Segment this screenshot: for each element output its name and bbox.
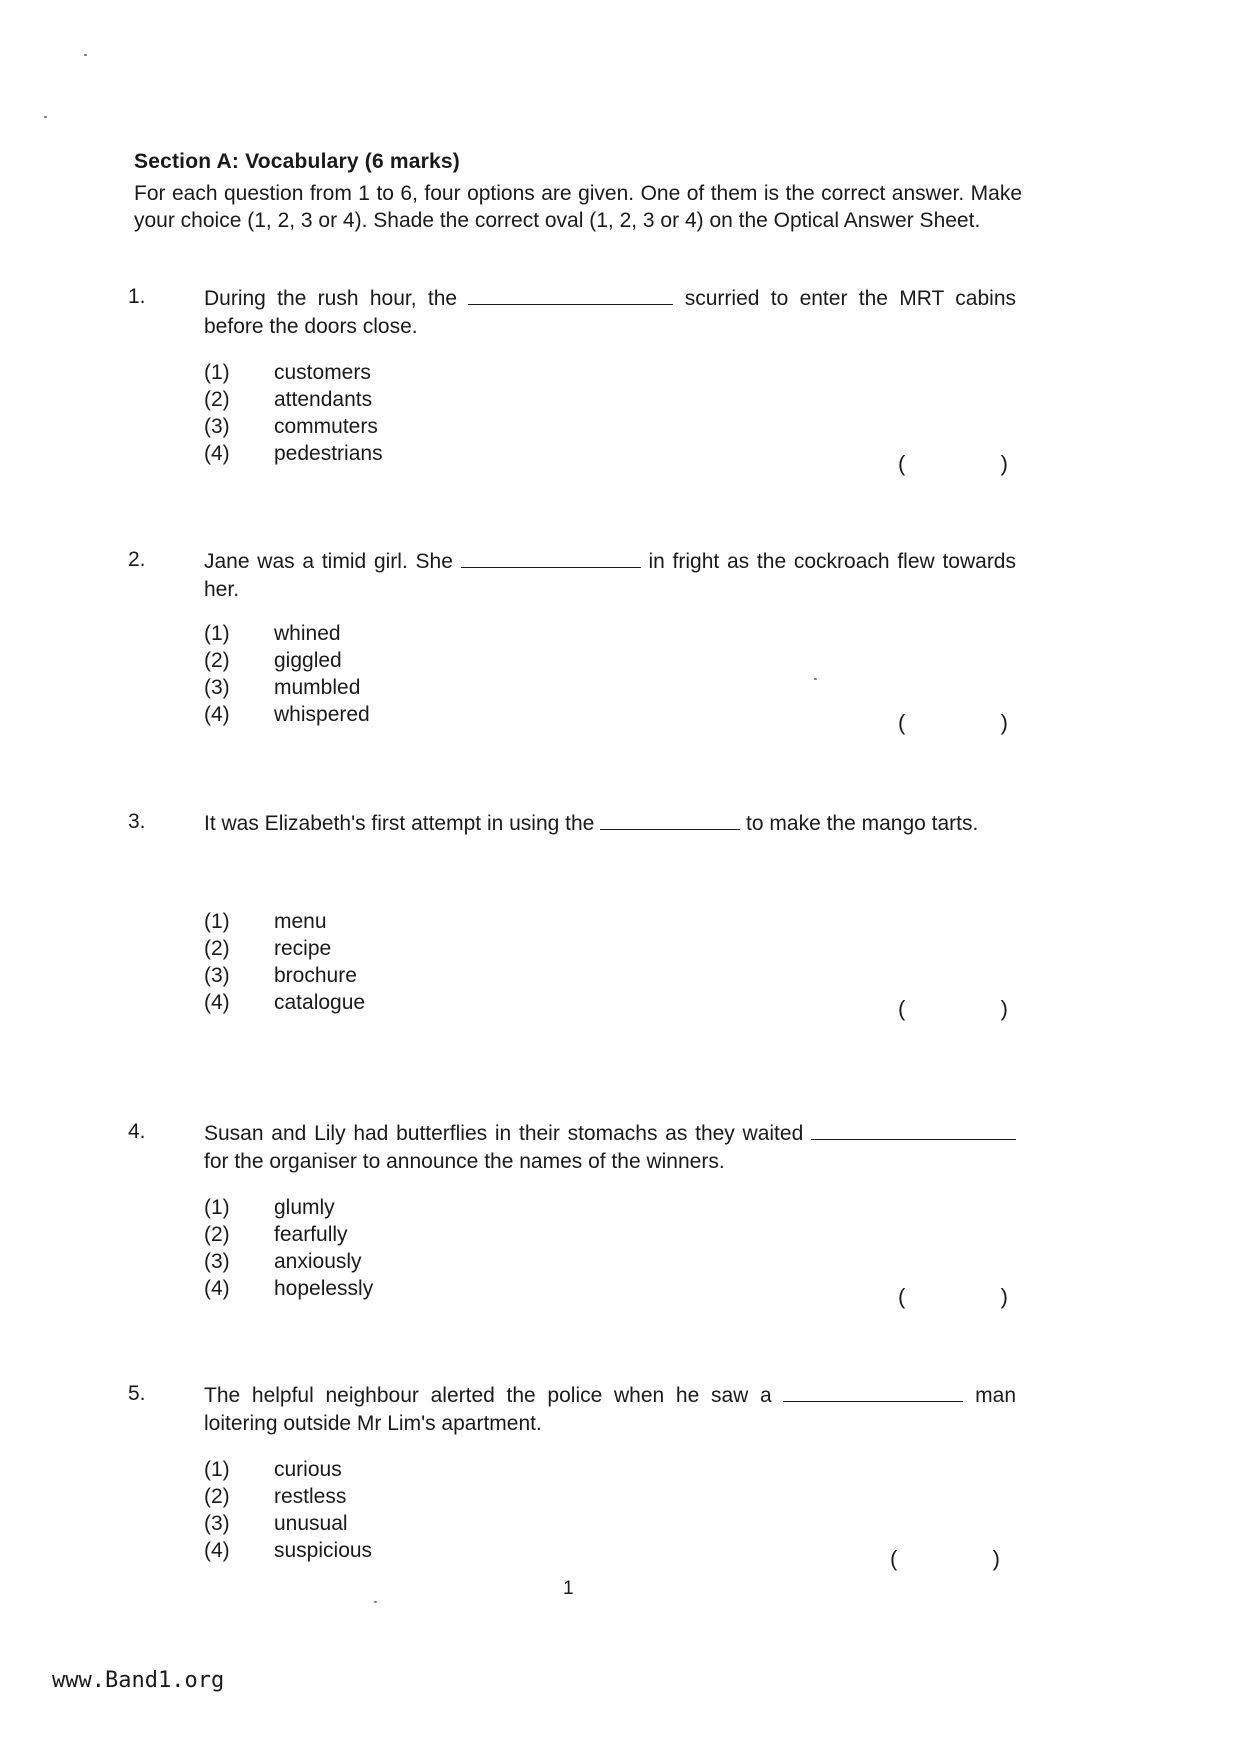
option-text: customers	[274, 361, 371, 384]
answer-blank	[468, 286, 673, 305]
option-text: restless	[274, 1485, 347, 1508]
scan-speck	[44, 116, 47, 118]
option-number: (1)	[204, 1458, 230, 1481]
option-text: whined	[274, 622, 341, 645]
option-list	[204, 1194, 373, 1302]
question-text-after: for the organiser to announce the names of the winners.	[204, 1150, 725, 1173]
option-item	[204, 1510, 372, 1537]
option-number: (1)	[204, 622, 230, 645]
option-item	[204, 1194, 373, 1221]
option-number: (3)	[204, 1250, 230, 1273]
option-text: recipe	[274, 937, 332, 960]
answer-bracket-open: (	[898, 1284, 906, 1309]
option-item	[204, 647, 370, 674]
option-text: glumly	[274, 1196, 335, 1219]
option-item	[204, 440, 383, 467]
answer-bracket	[898, 710, 1008, 736]
answer-bracket-close: )	[992, 1546, 1000, 1571]
question-text-before: The helpful neighbour alerted the police when he saw a	[204, 1384, 772, 1407]
question-number: 5.	[128, 1382, 146, 1405]
answer-bracket-close: )	[1000, 451, 1008, 476]
answer-bracket-open: (	[898, 451, 906, 476]
question-text	[204, 285, 1016, 341]
option-item	[204, 908, 365, 935]
question-text-after: to make the mango tarts.	[746, 812, 979, 835]
section-title: Section A: Vocabulary (6 marks)	[134, 150, 460, 173]
option-item	[204, 989, 365, 1016]
option-item	[204, 1248, 373, 1275]
option-text: unusual	[274, 1512, 348, 1535]
question-text-before: Susan and Lily had butterflies in their stomachs as they waited	[204, 1122, 804, 1145]
question-text-after: scurried to enter the MRT cabins before the doors close.	[204, 287, 1016, 338]
option-item	[204, 1275, 373, 1302]
option-text: suspicious	[274, 1539, 373, 1562]
question-text-before: During the rush hour, the	[204, 287, 458, 310]
option-text: giggled	[274, 649, 342, 672]
footer-url: www.Band1.org	[52, 1668, 225, 1693]
scan-speck	[374, 1601, 377, 1603]
option-item	[204, 674, 370, 701]
option-item	[204, 962, 365, 989]
answer-blank	[811, 1121, 1016, 1140]
option-item	[204, 386, 383, 413]
scan-speck	[84, 54, 87, 56]
answer-bracket	[890, 1546, 1000, 1572]
option-item	[204, 359, 383, 386]
question-text-before: Jane was a timid girl. She	[204, 550, 453, 573]
question-text	[204, 1382, 1016, 1438]
option-number: (1)	[204, 1196, 230, 1219]
option-number: (2)	[204, 649, 230, 672]
option-text: attendants	[274, 388, 373, 411]
answer-bracket-open: (	[898, 710, 906, 735]
question-text-after: in fright as the cockroach flew towards her.	[204, 550, 1016, 601]
answer-blank	[783, 1383, 963, 1402]
option-text: anxiously	[274, 1250, 362, 1273]
question-text-before: It was Elizabeth's first attempt in using the	[204, 812, 595, 835]
option-item	[204, 1537, 372, 1564]
option-text: fearfully	[274, 1223, 348, 1246]
answer-blank	[461, 549, 641, 568]
question-text	[204, 548, 1016, 604]
option-number: (4)	[204, 703, 230, 726]
option-number: (3)	[204, 415, 230, 438]
option-item	[204, 1456, 372, 1483]
option-item	[204, 701, 370, 728]
option-number: (1)	[204, 361, 230, 384]
option-item	[204, 935, 365, 962]
question-number: 3.	[128, 810, 146, 833]
option-text: curious	[274, 1458, 342, 1481]
option-list	[204, 908, 365, 1016]
section-instructions: For each question from 1 to 6, four options are given. One of them is the correct answer. Make your choice (1, 2, 3 or 4). Shade the correct oval (1, 2, 3 or 4) on the Optical Answer Sheet.	[134, 182, 1022, 232]
option-text: hopelessly	[274, 1277, 374, 1300]
answer-bracket	[898, 451, 1008, 477]
question-number: 4.	[128, 1120, 146, 1143]
option-text: catalogue	[274, 991, 366, 1014]
option-list	[204, 359, 383, 467]
option-number: (2)	[204, 1485, 230, 1508]
option-number: (1)	[204, 910, 230, 933]
option-number: (3)	[204, 964, 230, 987]
option-item	[204, 1221, 373, 1248]
option-text: mumbled	[274, 676, 361, 699]
option-text: whispered	[274, 703, 370, 726]
option-number: (3)	[204, 1512, 230, 1535]
option-number: (4)	[204, 1277, 230, 1300]
question-number: 2.	[128, 548, 146, 571]
answer-bracket-close: )	[1000, 1284, 1008, 1309]
option-list	[204, 620, 370, 728]
answer-bracket-close: )	[1000, 710, 1008, 735]
scan-speck	[814, 678, 817, 680]
answer-blank	[600, 811, 740, 830]
page-number: 1	[563, 1578, 574, 1599]
question-text	[204, 810, 1016, 838]
option-number: (3)	[204, 676, 230, 699]
answer-bracket	[898, 996, 1008, 1022]
option-number: (4)	[204, 991, 230, 1014]
question-text-after: man loitering outside Mr Lim's apartment.	[204, 1384, 1016, 1435]
option-text: pedestrians	[274, 442, 383, 465]
answer-bracket-open: (	[898, 996, 906, 1021]
question-number: 1.	[128, 285, 146, 308]
option-number: (2)	[204, 1223, 230, 1246]
option-text: commuters	[274, 415, 378, 438]
option-number: (2)	[204, 937, 230, 960]
answer-bracket-open: (	[890, 1546, 898, 1571]
option-item	[204, 620, 370, 647]
option-text: brochure	[274, 964, 357, 987]
option-number: (2)	[204, 388, 230, 411]
answer-bracket	[898, 1284, 1008, 1310]
option-item	[204, 413, 383, 440]
option-number: (4)	[204, 442, 230, 465]
option-list	[204, 1456, 372, 1564]
question-text	[204, 1120, 1016, 1176]
answer-bracket-close: )	[1000, 996, 1008, 1021]
option-item	[204, 1483, 372, 1510]
option-text: menu	[274, 910, 327, 933]
option-number: (4)	[204, 1539, 230, 1562]
